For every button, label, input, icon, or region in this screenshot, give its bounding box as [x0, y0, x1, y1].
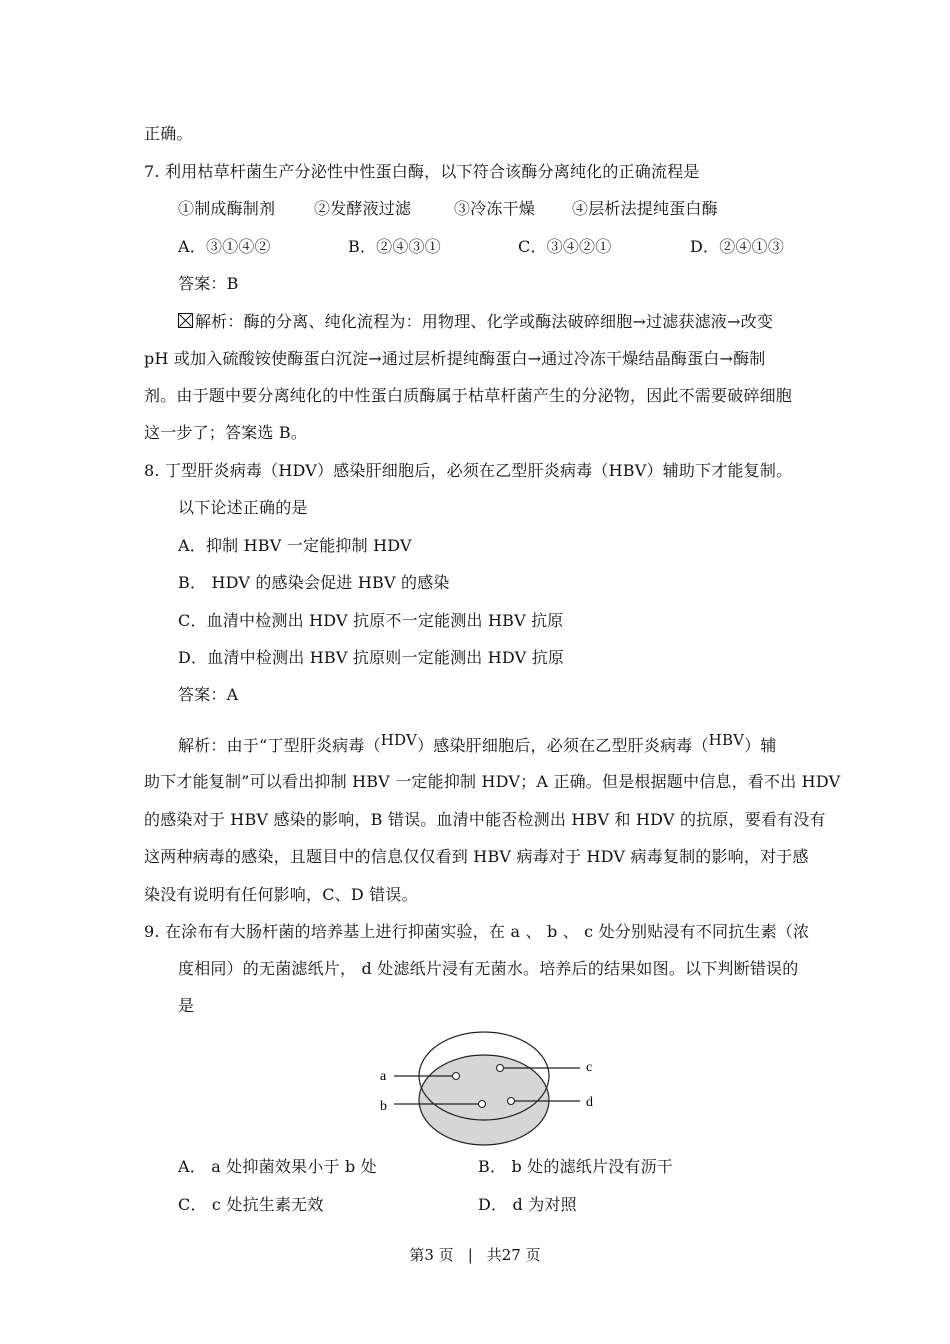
q7-options [178, 237, 784, 257]
q8-exp-1a: 解析：由于“丁型肝炎病毒（ [178, 736, 381, 755]
q7-option-b: B．②④③① [348, 237, 441, 256]
question-7: 7. 利用枯草杆菌生产分泌性中性蛋白酶，以下符合该酶分离纯化的正确流程是 [144, 162, 700, 181]
question-9-cont-2: 是 [178, 996, 195, 1015]
q7-option-d: D．②④①③ [690, 237, 785, 256]
text-line: 正确。 [144, 124, 193, 143]
filter-disc-b [479, 1101, 486, 1108]
question-9: 9. 在涂布有大肠杆菌的培养基上进行抑菌实验，在 a 、 b 、 c 处分别贴浸有不同抗生素（浓 [144, 922, 810, 941]
q7-step-3: ③冷冻干燥 [454, 199, 536, 218]
q7-explanation-2: pH 或加入硫酸铵使酶蛋白沉淀→通过层析提纯酶蛋白→通过冷冻干燥结晶酶蛋白→酶制 [144, 349, 766, 368]
q9-option-b: B． b 处的滤纸片没有沥干 [478, 1157, 673, 1176]
petri-dish-diagram [370, 1030, 610, 1148]
q9-option-a: A． a 处抑菌效果小于 b 处 [178, 1157, 377, 1176]
q9-option-d: D． d 为对照 [478, 1195, 577, 1214]
q8-explanation-1 [178, 730, 777, 756]
q8-option-c: C．血清中检测出 HDV 抗原不一定能测出 HBV 抗原 [178, 611, 564, 630]
q8-explanation-5: 染没有说明有任何影响，C、D 错误。 [144, 885, 418, 904]
q7-explanation-1 [178, 312, 773, 332]
q7-option-c: C．③④②① [518, 237, 612, 256]
label-b: b [380, 1099, 387, 1114]
q7-option-a: A．③①④② [178, 237, 271, 256]
q8-option-a: A．抑制 HBV 一定能抑制 HDV [178, 536, 412, 555]
q7-answer: 答案：B [178, 274, 239, 293]
q7-step-1: ①制成酶制剂 [178, 199, 276, 218]
q8-explanation-2: 助下才能复制”可以看出抑制 HBV 一定能抑制 HDV；A 正确。但是根据题中信息，看不出 HDV [144, 772, 841, 791]
q8-option-d: D．血清中检测出 HBV 抗原则一定能测出 HDV 抗原 [178, 648, 565, 667]
page-total: 共27 页 [486, 1246, 541, 1264]
q7-explanation-1-text: 解析：酶的分离、纯化流程为：用物理、化学或酶法破碎细胞→过滤获滤液→改变 [195, 312, 774, 331]
q7-explanation-4: 这一步了；答案选 B。 [144, 423, 308, 442]
label-a: a [380, 1069, 387, 1084]
question-9-cont: 度相同）的无菌滤纸片， d 处滤纸片浸有无菌水。培养后的结果如图。以下判断错误的 [178, 959, 799, 978]
q8-option-b: B． HDV 的感染会促进 HBV 的感染 [178, 573, 450, 592]
q8-exp-1d: HBV [708, 731, 745, 749]
q8-answer: 答案：A [178, 685, 239, 704]
page-footer [0, 1244, 950, 1265]
filter-disc-a [453, 1073, 460, 1080]
q8-explanation-4: 这两种病毒的感染，且题目中的信息仅仅看到 HBV 病毒对于 HDV 病毒复制的影响，对于感 [144, 847, 809, 866]
q8-exp-1b: HDV [380, 731, 418, 749]
q7-step-4: ④层析法提纯蛋白酶 [572, 199, 718, 218]
q7-step-2: ②发酵液过滤 [314, 199, 412, 218]
q8-exp-1c: ）感染肝细胞后，必须在乙型肝炎病毒（ [417, 736, 709, 755]
q8-exp-1e: ）辅 [744, 736, 777, 755]
filter-disc-c [497, 1065, 504, 1072]
q7-steps [178, 199, 718, 219]
crossed-box-icon [178, 313, 193, 328]
filter-disc-d [508, 1098, 515, 1105]
label-d: d [586, 1095, 593, 1110]
question-8-cont: 以下论述正确的是 [178, 498, 308, 517]
q8-explanation-3: 的感染对于 HBV 感染的影响，B 错误。血清中能否检测出 HBV 和 HDV 的抗原，要看有没有 [144, 810, 826, 829]
q9-option-c: C． c 处抗生素无效 [178, 1195, 324, 1214]
question-8: 8. 丁型肝炎病毒（HDV）感染肝细胞后，必须在乙型肝炎病毒（HBV）辅助下才能复制。 [144, 461, 793, 480]
label-c: c [586, 1060, 593, 1075]
q7-explanation-3: 剂。由于题中要分离纯化的中性蛋白质酶属于枯草杆菌产生的分泌物，因此不需要破碎细胞 [144, 386, 793, 405]
footer-separator: | [467, 1246, 473, 1264]
page-number: 第3 页 [409, 1246, 454, 1264]
